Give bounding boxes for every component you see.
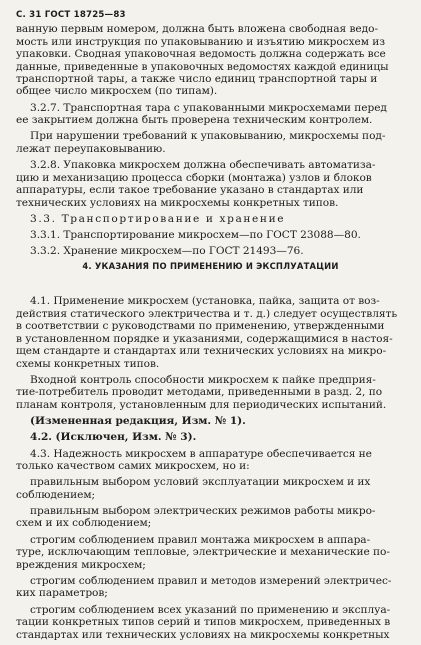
text-line: 4.1. Применение микросхем (установка, пайка, защита от воз- (30, 295, 380, 308)
text-line: 3.3.2. Хранение микросхем—по ГОСТ 21493—76. (30, 245, 304, 258)
text-line: цию и механизацию процесса сборки (монтажа) узлов и блоков (16, 171, 372, 184)
text-line: тации конкретных типов серий и типов микросхем, приведенных в (16, 616, 391, 628)
text-line: общее число микросхем (по типам). (16, 85, 218, 98)
text-line: строгим соблюдением всех указаний по применению и эксплуа- (30, 603, 391, 616)
text-line: соблюдением; (16, 488, 96, 501)
text-line: 3.3.1. Транспортирование микросхем—по ГОСТ 23088—80. (30, 229, 361, 241)
text-line: вреждения микросхем; (16, 558, 146, 571)
text-line: схемы конкретных типов. (16, 357, 160, 370)
page-header: С. 31 ГОСТ 18725—83 (16, 10, 126, 20)
text-line: действия статического электричества и т. д.) следует осуществлять (16, 307, 398, 320)
amendment-note: 4.2. (Исключен, Изм. № 3). (30, 431, 197, 444)
text-line: 3.2.7. Транспортная тара с упакованными микросхемами перед (30, 101, 387, 114)
text-line: 4.3. Надежность микросхем в аппаратуре обеспечивается не (30, 447, 372, 460)
text-line: лежат переупаковыванию. (16, 142, 166, 155)
text-line: Входной контроль способности микросхем к пайке предприя- (30, 373, 376, 386)
text-line: транспортной тары, а также число единиц транспортной тары и (16, 72, 378, 85)
text-line: ких параметров; (16, 587, 108, 600)
text-line: строгим соблюдением правил монтажа микросхем в аппара- (30, 533, 371, 546)
text-line: схем и их соблюдением; (16, 517, 152, 530)
text-line: технических условиях на микросхемы конкретных типов. (16, 196, 339, 209)
text-line: в установленном порядке и указаниями, содержащимися в настоя- (16, 332, 393, 345)
text-line: в соответствии с руководствами по применению, утвержденными (16, 320, 385, 333)
subsection-heading: 3.3. Транспортирование и хранение (30, 212, 286, 225)
text-line: стандартах или технических условиях на микросхемы конкретных (16, 628, 390, 641)
text-line: При нарушении требований к упаковыванию, микросхемы под- (30, 130, 386, 143)
amendment-note: (Измененная редакция, Изм. № 1). (30, 415, 246, 427)
text-line: щем стандарте и стандартах или технических условиях на микро- (16, 345, 387, 358)
text-line: правильным выбором электрических режимов работы микро- (30, 504, 376, 517)
text-line: строгим соблюдением правил и методов измерений электричес- (30, 574, 392, 587)
section-heading: 4. УКАЗАНИЯ ПО ПРИМЕНЕНИЮ И ЭКСПЛУАТАЦИИ (82, 260, 339, 271)
text-line: правильным выбором условий эксплуатации микросхем и их (30, 476, 371, 489)
text-line: только качеством самих микросхем, но и: (16, 460, 250, 472)
text-line: данные, приведенные в упаковочных ведомостях каждой единицы (16, 60, 389, 73)
text-line: туре, исключающим тепловые, электрические и механические по- (16, 546, 390, 559)
text-line: ее закрытием должна быть проверена техническим контролем. (16, 114, 373, 127)
text-line: мость или инструкция по упаковыванию и изъятию микросхем из (16, 35, 386, 48)
text-line: аппаратуры, если такое требование указано в стандартах или (16, 184, 364, 197)
text-line: 3.2.8. Упаковка микросхем должна обеспечивать автоматиза- (30, 159, 376, 172)
text-line: тие-потребитель проводит методами, приведенными в разд. 2, по (16, 386, 383, 399)
text-line: планам контроля, установленным для периодических испытаний. (16, 398, 387, 411)
text-line: ванную первым номером, должна быть вложена свободная ведо- (16, 23, 378, 35)
text-line: упаковки. Сводная упаковочная ведомость должна содержать все (16, 48, 386, 60)
